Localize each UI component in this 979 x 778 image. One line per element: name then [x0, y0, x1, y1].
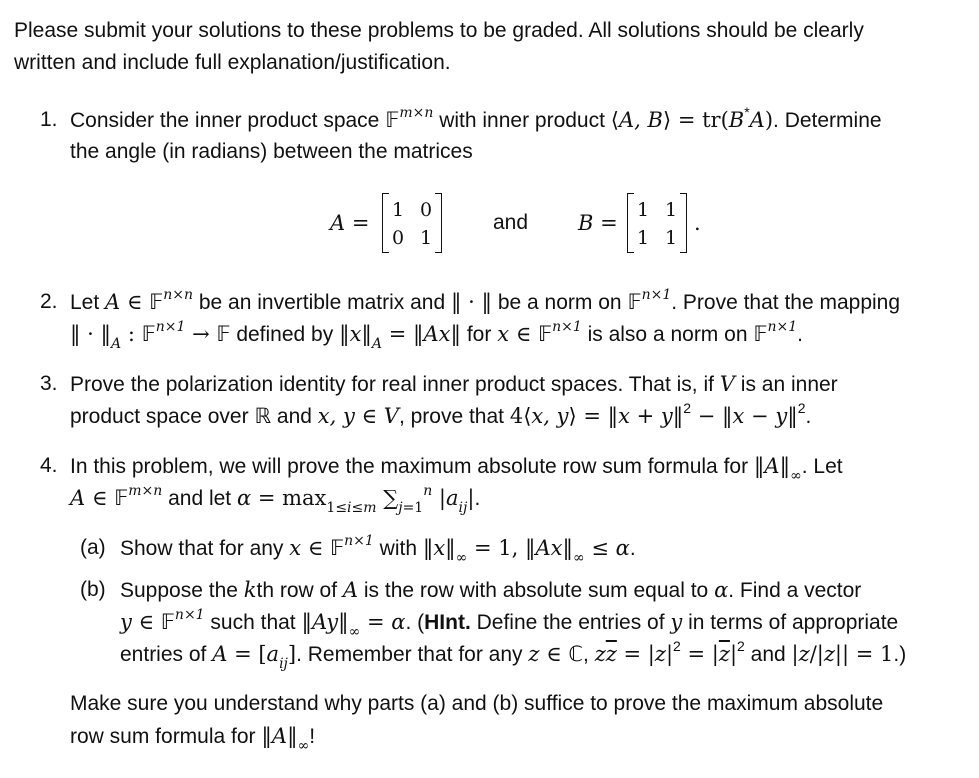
problem-1-line-1: Consider the inner product space 𝔽$^{m\times n}$ with inner product ⟨A, B⟩ = tr(B*A). Determine: [70, 104, 882, 132]
problem-2-line-1: Let A ∈ 𝔽$^{n\times n}$ be an invertible matrix and ‖ · ‖ be a norm on 𝔽$^{n\times 1}$. Prove that the mapping: [70, 287, 901, 314]
hint-label: HInt.: [424, 611, 471, 634]
matrix-b-cell: 1: [636, 227, 650, 249]
problem-4-number: 4.: [40, 454, 58, 477]
closing-line-2: row sum formula for $‖A‖_\infty$!: [70, 724, 316, 755]
matrix-b-label: B =: [578, 211, 618, 235]
matrix-b-cell: 1: [664, 227, 678, 249]
matrix-b: [627, 193, 687, 255]
matrix-a-cell: 1: [391, 199, 405, 221]
problem-2-number: 2.: [40, 290, 58, 313]
problem-1-number: 1.: [40, 108, 58, 131]
part-a-text: Show that for any x ∈ 𝔽$^{n\times 1}$ with $‖x‖_\infty = 1$, $‖Ax‖_\infty \le \alpha$.: [120, 533, 636, 567]
matrix-a-cell: 1: [419, 227, 433, 249]
matrix-a: [382, 193, 442, 255]
intro-line-1: Please submit your solutions to these problems to be graded. All solutions should be clearly: [14, 19, 864, 42]
intro-line-2: written and include full explanation/justification.: [14, 51, 451, 74]
and-label: and: [493, 211, 529, 234]
matrix-a-label: A =: [330, 211, 370, 235]
matrix-period: .: [694, 211, 701, 235]
matrix-a-cell: 0: [419, 199, 433, 221]
problem-3-line-2: product space over ℝ and x, y ∈ V, prove that 4⟨x, y⟩ = ‖x + y‖$^2$ − ‖x − y‖$^2$.: [70, 400, 812, 428]
part-b-label: (b): [80, 578, 106, 601]
part-a-label: (a): [80, 536, 106, 559]
part-b-line-1: Suppose the kth row of A is the row with absolute sum equal to α. Find a vector: [120, 578, 862, 602]
part-b-line-2: y ∈ 𝔽$^{n\times 1}$ such that $‖Ay‖_\infty = \alpha$. (HInt. Define the entries of y in terms of appropriate: [120, 607, 899, 641]
problem-1-line-2: the angle (in radians) between the matrices: [70, 140, 473, 163]
matrix-b-cell: 1: [636, 199, 650, 221]
matrix-display: [0, 193, 979, 257]
problem-3-line-1: Prove the polarization identity for real inner product spaces. That is, if V is an inner: [70, 372, 838, 396]
problem-4-line-1: In this problem, we will prove the maximum absolute row sum formula for $‖A‖_\infty$. Let: [70, 454, 843, 485]
problem-3-number: 3.: [40, 372, 58, 395]
closing-line-1: Make sure you understand why parts (a) and (b) suffice to prove the maximum absolute: [70, 692, 884, 715]
problem-4-line-2: A ∈ 𝔽$^{m\times n}$ and let $\alpha = \max_{1\le i\le m} \sum_{j=1}^n$ $|a_{ij}|$.: [70, 483, 481, 517]
problem-2-line-2: ‖ · $‖_A$ : 𝔽$^{n\times 1}$ → 𝔽 defined by $‖x‖_A$ = ‖Ax‖ for x ∈ 𝔽$^{n\times 1}$ is also a norm on 𝔽$^{n\times 1}$.: [70, 319, 803, 353]
matrix-b-cell: 1: [664, 199, 678, 221]
matrix-a-cell: 0: [391, 227, 405, 249]
part-b-line-3: entries of $A = [a_{ij}]$. Remember that for any z ∈ ℂ, $z\overline{z} = |z|^2 = |\overline{z}|^2$ and |z/|z|| = 1.): [120, 638, 907, 673]
